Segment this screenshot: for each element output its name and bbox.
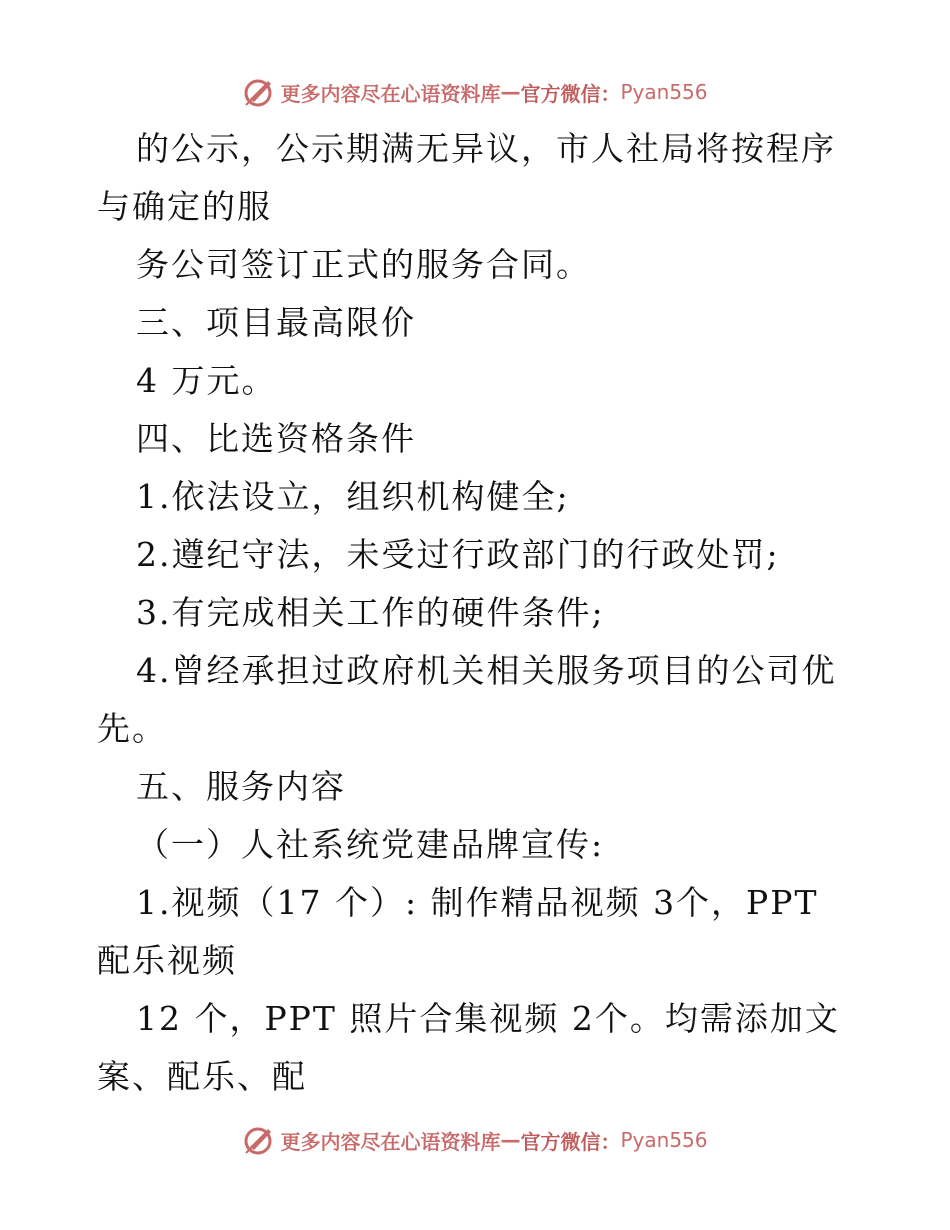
heading-qualifications: 四、比选资格条件 (136, 419, 416, 458)
banner-text: 更多内容尽在心语资料库 (280, 1129, 501, 1154)
service-item-video: 1.视频（17 个）: 制作精品视频 3个，PPT 配乐视频 (97, 883, 819, 980)
quill-seal-icon (242, 75, 276, 109)
heading-price-limit: 三、项目最高限价 (136, 303, 416, 342)
banner-text: 更多内容尽在心语资料库 (280, 81, 501, 106)
banner-wechat-id: Pyan556 (620, 80, 708, 104)
qualification-item: 3.有完成相关工作的硬件条件; (136, 593, 605, 632)
subheading-party-branding: （一）人社系统党建品牌宣传: (136, 825, 605, 864)
paragraph-contract: 务公司签订正式的服务合同。 (136, 245, 591, 284)
banner-separator: — (500, 80, 521, 104)
paragraph-price: 4 万元。 (136, 361, 277, 400)
quill-seal-icon (242, 1123, 276, 1157)
paragraph-publicity: 的公示，公示期满无异议，市人社局将按程序与确定的服 (97, 129, 836, 226)
banner-wechat-label: 官方微信： (520, 81, 621, 106)
banner-wechat-label: 官方微信： (520, 1129, 621, 1154)
banner-wechat-id: Pyan556 (620, 1128, 708, 1152)
banner-separator: — (500, 1128, 521, 1152)
qualification-item: 4.曾经承担过政府机关相关服务项目的公司优先。 (97, 651, 837, 748)
document-body (97, 120, 857, 1106)
header-watermark-banner (0, 72, 950, 112)
qualification-item: 2.遵纪守法，未受过行政部门的行政处罚; (136, 535, 780, 574)
footer-watermark-banner (0, 1120, 950, 1160)
service-item-video-continued: 12 个，PPT 照片合集视频 2个。均需添加文案、配乐、配 (97, 999, 840, 1096)
heading-service-content: 五、服务内容 (136, 767, 346, 806)
qualification-item: 1.依法设立，组织机构健全; (136, 477, 570, 516)
